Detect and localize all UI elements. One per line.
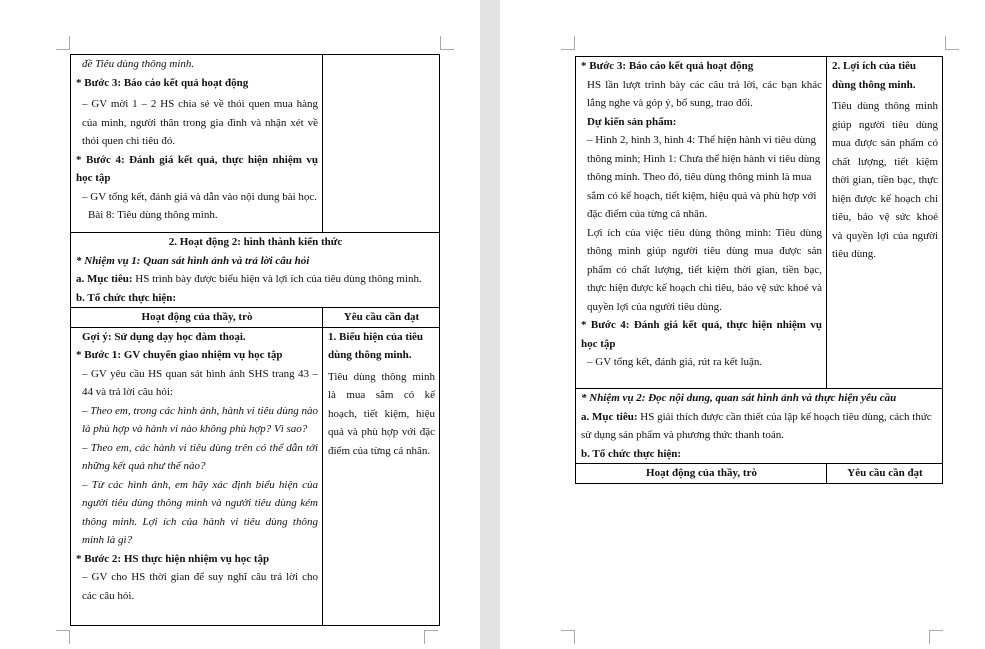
column-header: Hoạt động của thầy, trò (71, 308, 323, 328)
paragraph: Lợi ích của việc tiêu dùng thông minh: Tiêu dùng thông minh giúp người tiêu dùng mua được sản phẩm có chất lượng, tiết kiệm thời gian, tiền bạc, thực hiện được kế hoạch chi tiêu, bảo vệ sức khoẻ và quyền lợi của người tiêu dùng. (587, 226, 822, 313)
corner-mark (56, 36, 70, 50)
column-header: Hoạt động của thầy, trò (576, 464, 827, 484)
step-heading: * Bước 1: GV chuyển giao nhiệm vụ học tập (76, 349, 283, 361)
paragraph: – GV tổng kết, đánh giá, rút ra kết luận. (587, 356, 763, 368)
activity-cell (71, 327, 323, 625)
goal-text: HS trình bày được biểu hiện và lợi ích của tiêu dùng thông minh. (132, 273, 422, 285)
paragraph: – GV mời 1 – 2 HS chia sẻ về thói quen mua hàng của mình, người thân trong gia đình và nhận xét về thói quen chi tiêu đó. (82, 98, 318, 147)
text-line: đề Tiêu dùng thông minh. (82, 58, 195, 70)
corner-mark (929, 630, 943, 644)
requirement-text: Tiêu dùng thông minh giúp người tiêu dùng mua được sản phẩm có chất lượng, tiết kiệm thời gian, tiền bạc, thực hiện được kế hoạch chi tiêu, bảo vệ sức khoẻ và quyền lợi của người tiêu dùng. (832, 100, 938, 260)
column-header: Yêu cầu cần đạt (827, 464, 943, 484)
task-heading: * Nhiệm vụ 1: Quan sát hình ảnh và trả lời câu hỏi (76, 254, 310, 267)
goal-label: a. Mục tiêu: (581, 410, 638, 423)
requirement-title: 2. Lợi ích của tiêu dùng thông minh. (832, 60, 917, 91)
section-title: 2. Hoạt động 2: hình thành kiến thức (168, 236, 343, 248)
paragraph: – GV yêu cầu HS quan sát hình ảnh SHS trang 43 – 44 và trả lời câu hỏi: (82, 367, 318, 398)
corner-mark (561, 36, 575, 50)
org-label: b. Tổ chức thực hiện: (76, 291, 177, 304)
section-cell (576, 389, 943, 464)
goal-text: HS giải thích được cần thiết của lập kế hoạch tiêu dùng, cách thức sử dụng sản phẩm và phương thức thanh toán. (581, 410, 932, 441)
step-heading: * Bước 4: Đánh giá kết quả, thực hiện nhiệm vụ học tập (581, 319, 822, 350)
lesson-table-1 (70, 54, 440, 626)
lesson-table-2 (575, 56, 943, 484)
expected-product-label: Dự kiến sản phẩm: (587, 115, 677, 128)
corner-mark (945, 36, 959, 50)
corner-mark (424, 630, 438, 644)
page-1 (0, 0, 480, 649)
activity-cell (71, 55, 323, 233)
step-heading: * Bước 3: Báo cáo kết quả hoạt động (76, 76, 249, 89)
requirement-cell (323, 55, 440, 233)
corner-mark (56, 630, 70, 644)
question: – Theo em, các hành vi tiêu dùng trên có thể dẫn tới những kết quả như thế nào? (82, 441, 318, 472)
corner-mark (561, 630, 575, 644)
page-gap (480, 0, 500, 649)
corner-mark (440, 36, 454, 50)
paragraph: – Hình 2, hình 3, hình 4: Thể hiện hành vi tiêu dùng thông minh; Hình 1: Chưa thể hiện hành vi tiêu dùng thông minh. Theo đó, tiêu dùng thông minh là mua sắm có kế hoạch, tiết kiệm, hiệu quả và phù hợp với đặc điểm của từng cá nhân. (587, 134, 821, 220)
question: – Theo em, trong các hình ảnh, hành vi tiêu dùng nào là phù hợp và hành vi nào không phù hợp? Vì sao? (82, 404, 318, 435)
requirement-text: Tiêu dùng thông minh là mua sắm có kế hoạch, tiết kiệm, hiệu quả và phù hợp với đặc điểm của từng cá nhân. (328, 370, 435, 457)
org-label: b. Tổ chức thực hiện: (581, 447, 682, 460)
requirement-title: 1. Biểu hiện của tiêu dùng thông minh. (328, 330, 424, 361)
paragraph: HS lần lượt trình bày các câu trả lời, các bạn khác lắng nghe và góp ý, bổ sung, trao đổi. (587, 78, 822, 109)
section-cell (71, 233, 440, 308)
goal-label: a. Mục tiêu: (76, 273, 133, 285)
paragraph: – GV cho HS thời gian để suy nghĩ câu trả lời cho các câu hỏi. (82, 571, 318, 602)
step-heading: * Bước 4: Đánh giá kết quả, thực hiện nhiệm vụ học tập (76, 153, 318, 184)
step-heading: * Bước 2: HS thực hiện nhiệm vụ học tập (76, 552, 270, 565)
step-heading: * Bước 3: Báo cáo kết quả hoạt động (581, 60, 754, 72)
requirement-cell (323, 327, 440, 625)
paragraph: – GV tổng kết, đánh giá và dẫn vào nội dung bài học. (82, 190, 318, 203)
task-heading: * Nhiệm vụ 2: Đọc nội dung, quan sát hình ảnh và thực hiện yêu cầu (581, 392, 897, 404)
paragraph: Bài 8: Tiêu dùng thông minh. (88, 209, 218, 221)
requirement-cell (827, 57, 943, 389)
activity-cell (576, 57, 827, 389)
question: – Từ các hình ảnh, em hãy xác định biểu hiện của người tiêu dùng thông minh và người tiêu dùng kém thông minh. Lợi ích của hành vi tiêu dùng thông minh là gì? (82, 478, 318, 546)
column-header: Yêu cầu cần đạt (323, 308, 440, 328)
page-2 (500, 0, 985, 649)
hint: Gợi ý: Sử dụng dạy học đàm thoại. (82, 330, 246, 343)
